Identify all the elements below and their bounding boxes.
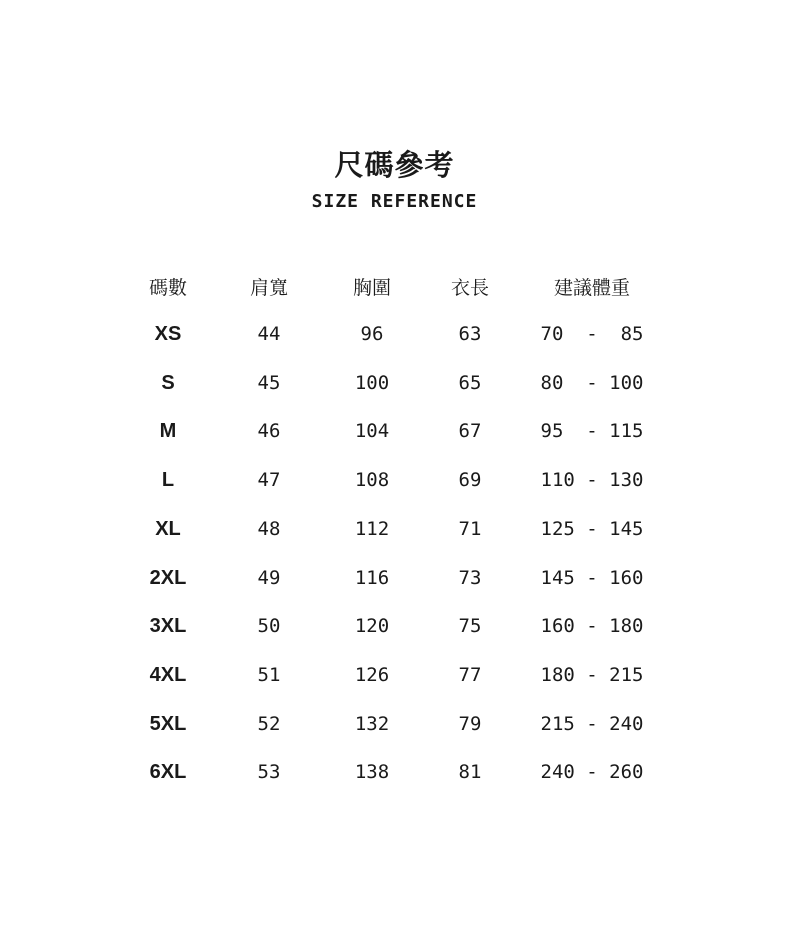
cell-weight: 240 - 260 <box>540 761 644 784</box>
cell-chest: 120 <box>354 615 390 638</box>
cell-weight: 80 - 100 <box>540 371 644 394</box>
cell-chest: 116 <box>354 566 390 589</box>
cell-weight: 125 - 145 <box>540 517 644 540</box>
cell-length: 71 <box>458 517 482 540</box>
cell-size: 6XL <box>149 761 187 784</box>
cell-shoulder: 53 <box>257 761 281 784</box>
header-chest: 胸圍 <box>352 277 392 299</box>
cell-chest: 100 <box>354 371 390 394</box>
cell-shoulder: 45 <box>257 371 281 394</box>
cell-shoulder: 46 <box>257 420 281 443</box>
cell-shoulder: 48 <box>257 517 281 540</box>
cell-weight: 215 - 240 <box>540 712 644 735</box>
cell-size: S <box>161 371 175 394</box>
cell-length: 67 <box>458 420 482 443</box>
header-shoulder: 肩寬 <box>249 277 289 299</box>
cell-length: 81 <box>458 761 482 784</box>
cell-chest: 104 <box>354 420 390 443</box>
cell-shoulder: 44 <box>257 323 281 345</box>
cell-size: 4XL <box>149 663 187 686</box>
cell-size: M <box>159 420 177 443</box>
cell-shoulder: 47 <box>257 469 281 492</box>
cell-weight: 160 - 180 <box>540 615 644 638</box>
page-subtitle: SIZE REFERENCE <box>311 191 478 212</box>
cell-length: 65 <box>458 371 482 394</box>
cell-size: 5XL <box>149 712 187 735</box>
cell-chest: 138 <box>354 761 390 784</box>
cell-length: 73 <box>458 566 482 589</box>
cell-weight: 110 - 130 <box>540 469 644 492</box>
page-title: 尺碼參考 <box>334 148 455 182</box>
cell-length: 79 <box>458 712 482 735</box>
header-weight: 建議體重 <box>553 277 631 299</box>
cell-chest: 132 <box>354 712 390 735</box>
cell-size: 3XL <box>149 615 187 638</box>
header-size: 碼數 <box>148 277 188 299</box>
cell-length: 63 <box>458 323 482 345</box>
header-length: 衣長 <box>450 277 490 299</box>
cell-weight: 95 - 115 <box>540 420 644 443</box>
cell-chest: 112 <box>354 517 390 540</box>
cell-weight: 70 - 85 <box>540 323 644 345</box>
cell-chest: 126 <box>354 663 390 686</box>
cell-size: XL <box>155 517 181 540</box>
cell-size: L <box>161 469 175 492</box>
cell-weight: 145 - 160 <box>540 566 644 589</box>
cell-size: 2XL <box>149 566 187 589</box>
cell-weight: 180 - 215 <box>540 663 644 686</box>
cell-shoulder: 50 <box>257 615 281 638</box>
cell-shoulder: 52 <box>257 712 281 735</box>
cell-shoulder: 49 <box>257 566 281 589</box>
cell-shoulder: 51 <box>257 663 281 686</box>
cell-length: 69 <box>458 469 482 492</box>
cell-length: 77 <box>458 663 482 686</box>
cell-size: XS <box>154 323 182 345</box>
cell-length: 75 <box>458 615 482 638</box>
cell-chest: 96 <box>360 323 384 345</box>
cell-chest: 108 <box>354 469 390 492</box>
